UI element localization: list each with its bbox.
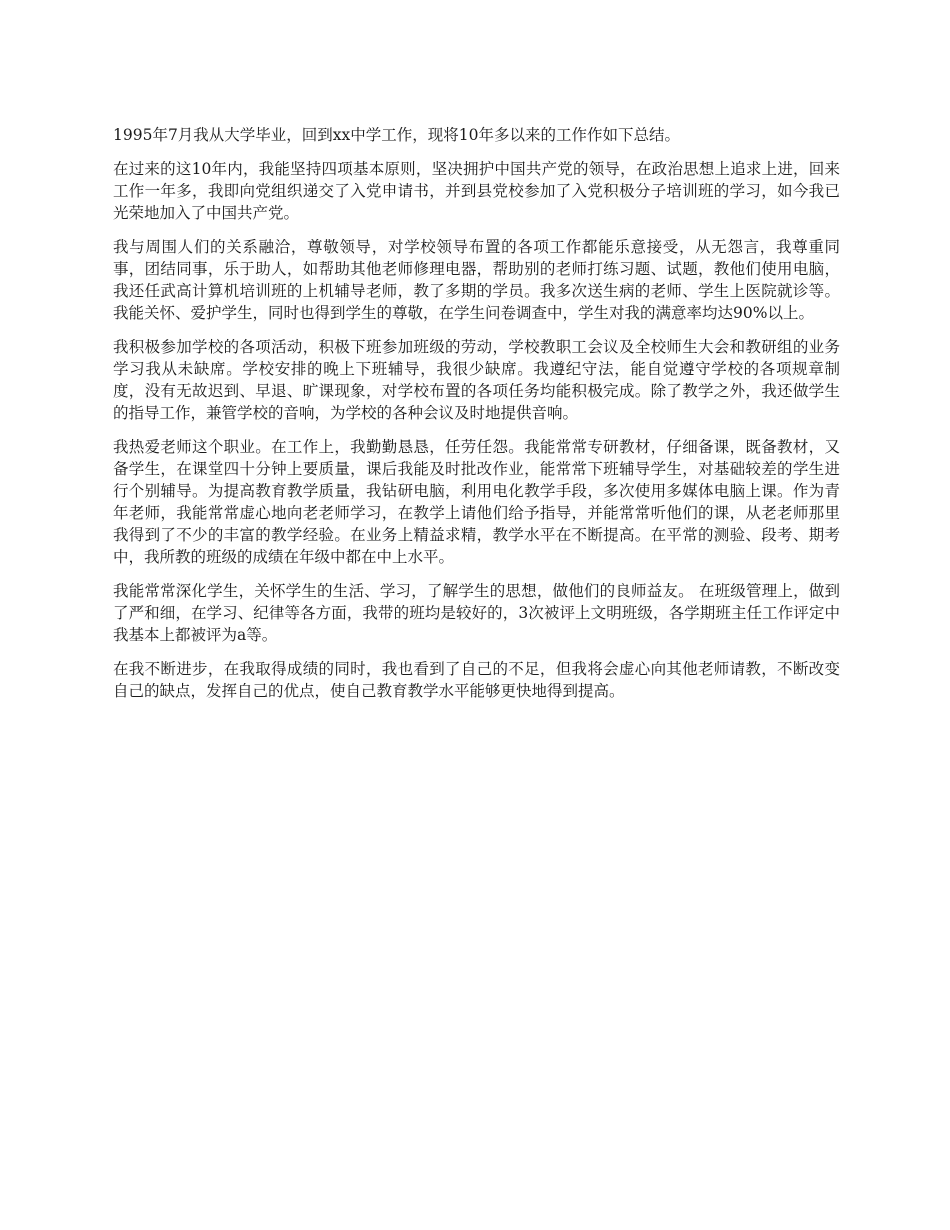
paragraph-political: 在过来的这10年内，我能坚持四项基本原则，坚决拥护中国共产党的领导，在政治思想上追求上进，回来工作一年多，我即向党组织递交了入党申请书，并到县党校参加了入党积极分子培训班的学习，如今我已光荣地加入了中国共产党。 — [113, 160, 840, 222]
paragraph-activities: 我积极参加学校的各项活动，积极下班参加班级的劳动，学校教职工会议及全校师生大会和教研组的业务学习我从未缺席。学校安排的晚上下班辅导，我很少缺席。我遵纪守法，能自觉遵守学校的各项规章制度，没有无故迟到、早退、旷课现象，对学校布置的各项任务均能积极完成。除了教学之外，我还做学生的指导工作，兼管学校的音响，为学校的各种会议及时地提供音响。 — [113, 338, 840, 422]
paragraph-teaching: 我热爱老师这个职业。在工作上，我勤勤恳恳，任劳任怨。我能常常专研教材，仔细备课，既备教材，又备学生，在课堂四十分钟上要质量，课后我能及时批改作业，能常常下班辅导学生，对基础较差的学生进行个别辅导。为提高教育教学质量，我钻研电脑，利用电化教学手段，多次使用多媒体电脑上课。作为青年老师，我能常常虚心地向老老师学习，在教学上请他们给予指导，并能常常听他们的课，从老老师那里我得到了不少的丰富的教学经验。在业务上精益求精，教学水平在不断提高。在平常的测验、段考、期考中，我所教的班级的成绩在年级中都在中上水平。 — [113, 438, 840, 566]
paragraph-conclusion: 在我不断进步，在我取得成绩的同时，我也看到了自己的不足，但我将会虚心向其他老师请教，不断改变自己的缺点，发挥自己的优点，使自己教育教学水平能够更快地得到提高。 — [113, 660, 840, 700]
paragraph-class-management: 我能常常深化学生，关怀学生的生活、学习，了解学生的思想，做他们的良师益友。 在班级管理上，做到了严和细，在学习、纪律等各方面，我带的班均是较好的，3次被评上文明班级，各学期班主任工作评定中我基本上都被评为a等。 — [113, 582, 840, 644]
paragraph-intro: 1995年7月我从大学毕业，回到xx中学工作，现将10年多以来的工作作如下总结。 — [113, 126, 681, 144]
paragraph-relations: 我与周围人们的关系融洽，尊敬领导，对学校领导布置的各项工作都能乐意接受，从无怨言，我尊重同事，团结同事，乐于助人，如帮助其他老师修理电器，帮助别的老师打练习题、试题，教他们使用电脑，我还任武高计算机培训班的上机辅导老师，教了多期的学员。我多次送生病的老师、学生上医院就诊等。我能关怀、爱护学生，同时也得到学生的尊敬，在学生问卷调查中，学生对我的满意率均达90%以上。 — [113, 238, 840, 322]
document-body — [113, 124, 840, 714]
